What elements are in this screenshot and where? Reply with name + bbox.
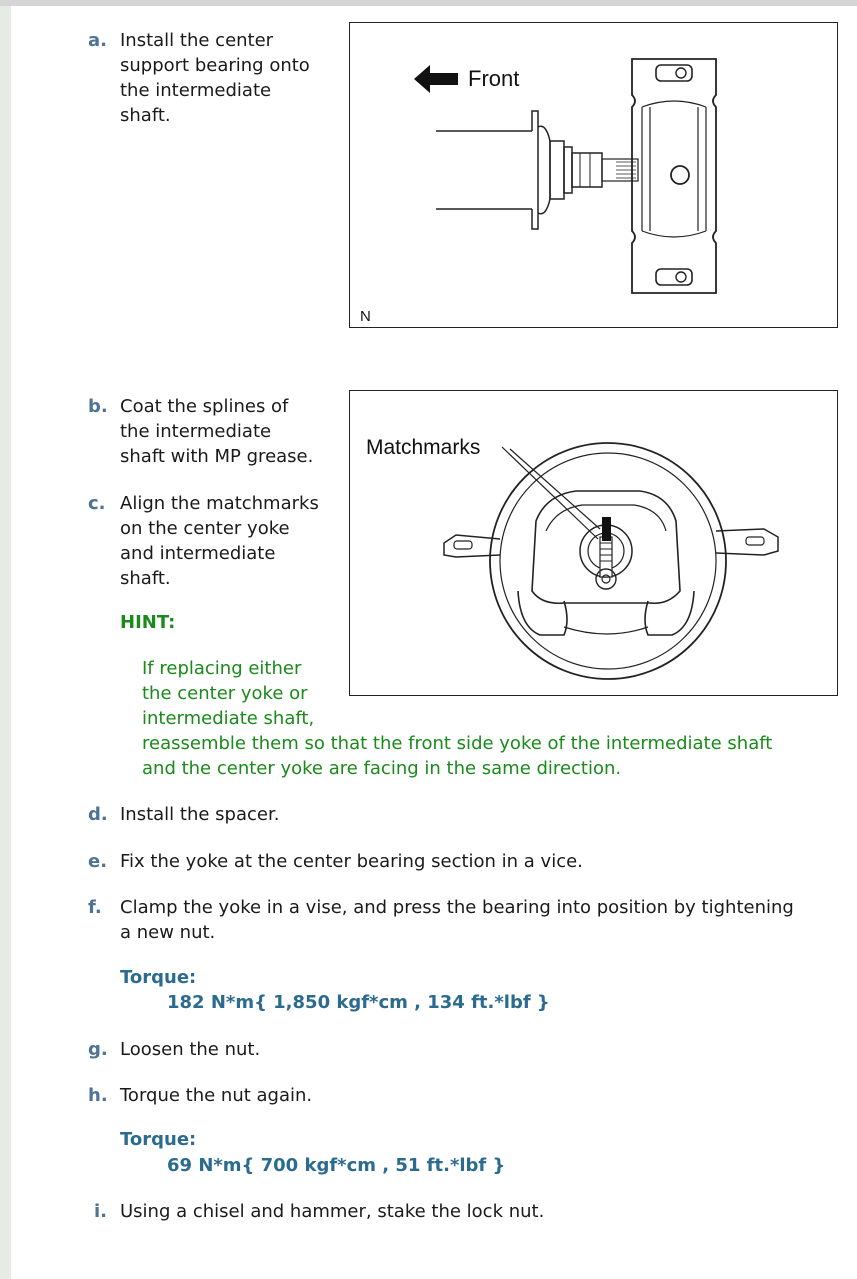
front-label: Front [468, 66, 520, 91]
figure-corner-label: N [360, 308, 371, 325]
step-i-text: Using a chisel and hammer, stake the lock nut. [120, 1201, 545, 1222]
step-b-letter: b. [88, 396, 108, 417]
step-a-letter: a. [88, 30, 107, 51]
front-arrow-icon [414, 65, 458, 93]
step-f-torque-label: Torque: [120, 967, 197, 988]
hint-line-5: and the center yoke are facing in the same direction. [142, 758, 622, 779]
step-c-line-1: Align the matchmarks [120, 493, 319, 514]
step-h-text: Torque the nut again. [120, 1085, 313, 1106]
step-f-letter: f. [88, 897, 102, 918]
step-i-letter: i. [94, 1201, 108, 1222]
step-e-letter: e. [88, 851, 108, 872]
step-f-torque-value: 182 N*m{ 1,850 kgf*cm , 134 ft.*lbf } [167, 992, 550, 1013]
step-g-text: Loosen the nut. [120, 1039, 261, 1060]
figure-center-bearing-install [349, 22, 838, 328]
step-h-torque-value: 69 N*m{ 700 kgf*cm , 51 ft.*lbf } [167, 1155, 506, 1176]
hint-line-3: intermediate shaft, [142, 708, 315, 729]
step-b-line-3: shaft with MP grease. [120, 446, 314, 467]
hint-line-1: If replacing either [142, 658, 302, 679]
step-f-line-2: a new nut. [120, 922, 216, 943]
step-c-line-2: on the center yoke [120, 518, 290, 539]
step-d-letter: d. [88, 804, 108, 825]
step-e-text: Fix the yoke at the center bearing section in a vice. [120, 851, 583, 872]
matchmarks-label: Matchmarks [366, 436, 481, 459]
matchmark-indicator [602, 517, 611, 541]
step-a-line-4: shaft. [120, 105, 171, 126]
step-b-line-2: the intermediate [120, 421, 272, 442]
figure-matchmarks-drawing [350, 391, 837, 695]
step-c-line-3: and intermediate [120, 543, 276, 564]
step-b-line-1: Coat the splines of [120, 396, 289, 417]
step-h-letter: h. [88, 1085, 108, 1106]
step-a-line-2: support bearing onto [120, 55, 310, 76]
figure-center-bearing-drawing [350, 23, 837, 327]
step-d-text: Install the spacer. [120, 804, 280, 825]
figure-matchmarks [349, 390, 838, 696]
hint-title: HINT: [120, 612, 176, 633]
hint-line-2: the center yoke or [142, 683, 308, 704]
step-a-line-3: the intermediate [120, 80, 272, 101]
step-a-line-1: Install the center [120, 30, 274, 51]
step-h-torque-label: Torque: [120, 1129, 197, 1150]
step-g-letter: g. [88, 1039, 108, 1060]
left-gutter [0, 6, 11, 1279]
step-f-line-1: Clamp the yoke in a vise, and press the bearing into position by tightening [120, 897, 794, 918]
step-c-line-4: shaft. [120, 568, 171, 589]
step-c-letter: c. [88, 493, 106, 514]
top-border [0, 0, 857, 6]
hint-line-4: reassemble them so that the front side yoke of the intermediate shaft [142, 733, 773, 754]
